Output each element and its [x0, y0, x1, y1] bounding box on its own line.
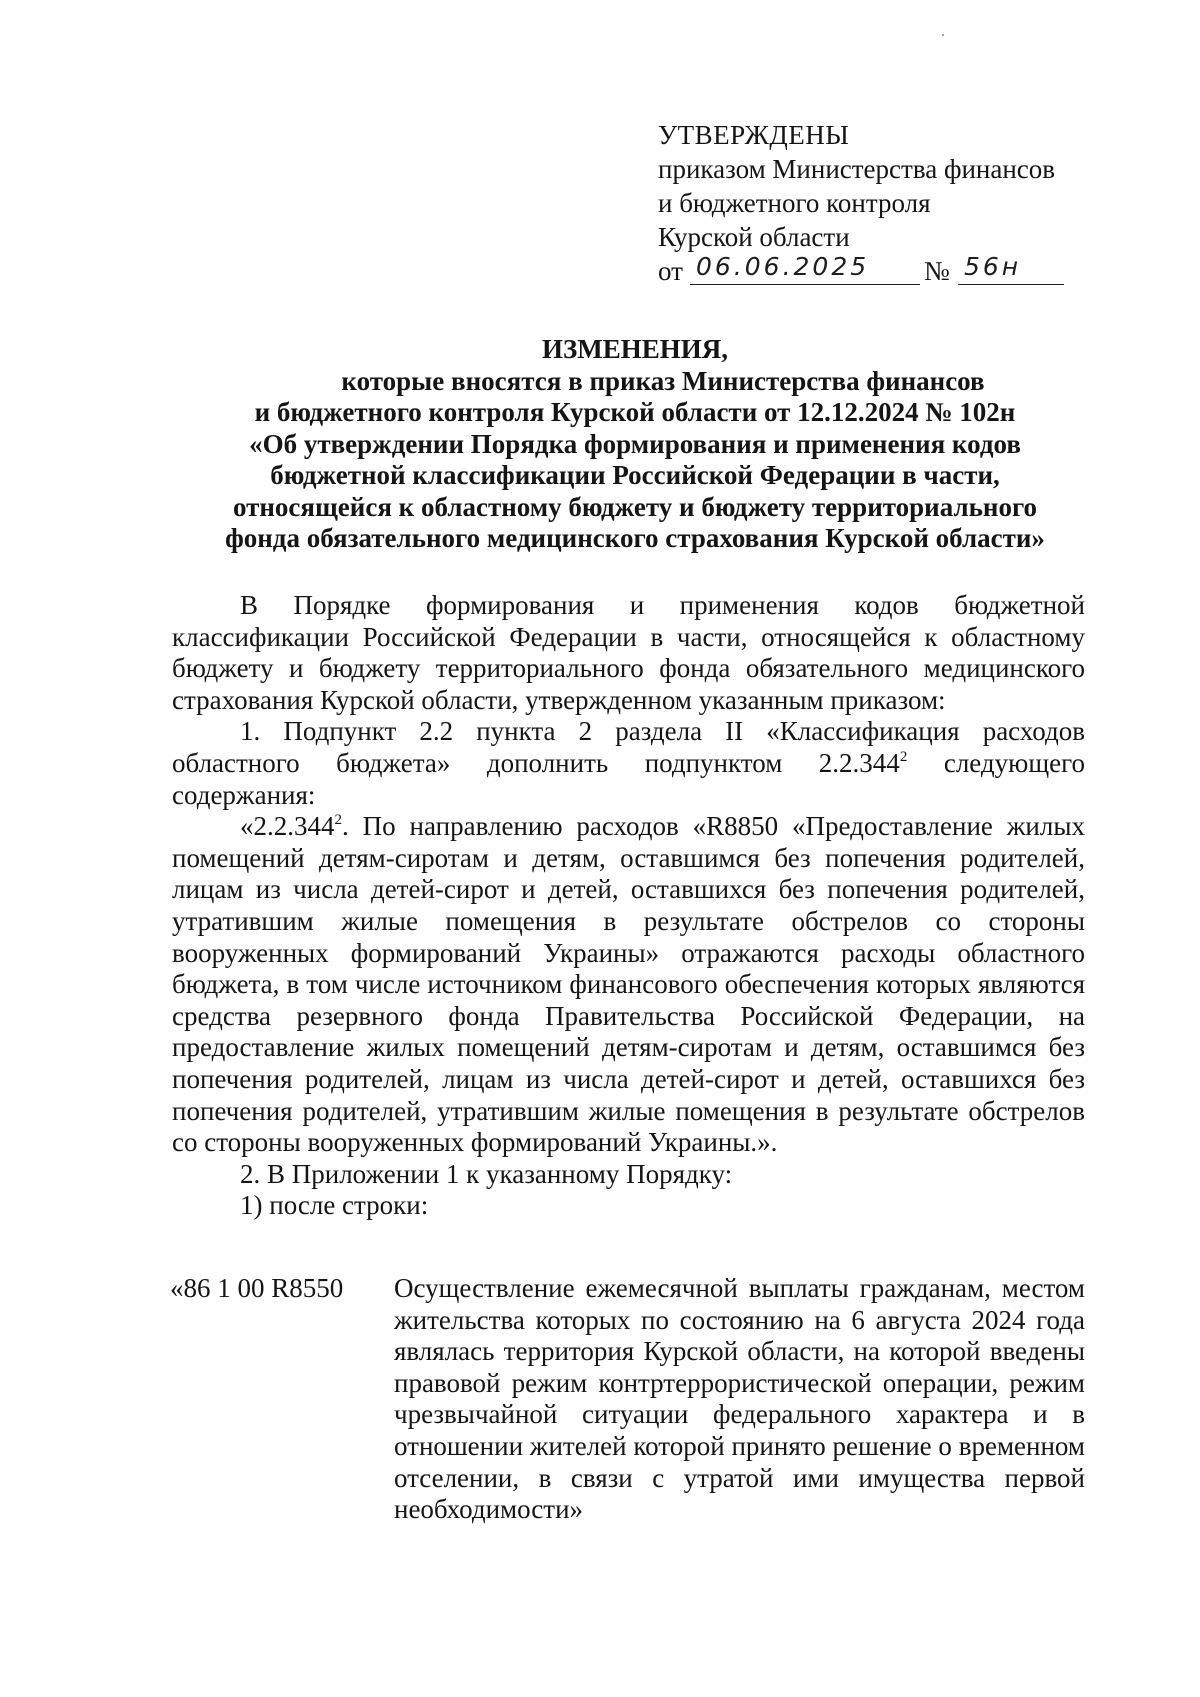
- number-sign: №: [924, 256, 950, 286]
- intro-paragraph: В Порядке формирования и применения кодов бюджетной классификации Российской Федерации в части, относящейся к областному бюджету и бюджету территориального фонда обязательного медицинского страхования Курской области, утвержденном указанным приказом:: [172, 590, 1085, 715]
- heading-line: относящейся к областному бюджету и бюджету территориального: [232, 491, 1038, 522]
- document-body: [172, 590, 1085, 1222]
- classification-description: Осуществление ежемесячной выплаты гражданам, местом жительства которых по состоянию на 6 августа 2024 года являлась территория Курской области, на которой введены правовой режим контртеррористической операции, режим чрезвычайной ситуации федерального характера и в отношении жителей которой принято решение о временном отселении, в связи с утратой ими имущества первой необходимости»: [394, 1273, 1085, 1525]
- handwritten-date: 06.06.2025: [690, 250, 920, 285]
- handwritten-number: 56н: [958, 250, 1064, 285]
- item-1-superscript: 2: [899, 748, 908, 765]
- approval-block: [658, 118, 1055, 290]
- scan-speck: [942, 34, 944, 36]
- approval-line-1: приказом Министерства финансов: [658, 154, 1056, 184]
- heading-line: и бюджетного контроля Курской области от 12.12.2024 № 102н: [254, 397, 1016, 427]
- item-1-text: 1. Подпункт 2.2 пункта 2 раздела II «Классификация расходов областного бюджета» дополнить подпунктом 2.2.344: [172, 716, 1085, 778]
- quote-number: «2.2.344: [240, 811, 335, 842]
- heading-line: «Об утверждении Порядка формирования и применения кодов: [249, 428, 1021, 459]
- item-2-subitem-1: 1) после строки:: [240, 1190, 429, 1221]
- approval-title: УТВЕРЖДЕНЫ: [658, 120, 850, 150]
- heading-line: бюджетной классификации Российской Федерации в части,: [270, 460, 1000, 490]
- item-1-tail: следующего содержания:: [172, 747, 1086, 810]
- item-1-paragraph: [172, 716, 1085, 811]
- approval-line-2: и бюджетного контроля: [658, 188, 931, 218]
- approval-line-3: Курской области: [658, 222, 850, 252]
- quote-text: . По направлению расходов «R8850 «Предоставление жилых помещений детям-сиротам и детям, оставшимся без попечения родителей, лицам из числа детей-сирот и детей, оставшихся без попечения родителей, утратившим жилые помещения в результате обстрелов со стороны вооруженных формирований Украины» отражаются расходы областного бюджета, в том числе источником финансового обеспечения которых являются средства резервного фонда Правительства Российской Федерации, на предоставление жилых помещений детям-сиротам и детям, оставшимся без попечения родителей, лицам из числа детей-сирот и детей, оставшихся без попечения родителей, утратившим жилые помещения в результате обстрелов со стороны вооруженных формирований Украины.».: [172, 811, 1085, 1158]
- classification-code: «86 1 00 R8550: [170, 1273, 344, 1303]
- heading-line: которые вносятся в приказ Министерства финансов: [341, 365, 985, 396]
- document-heading: [130, 334, 1140, 555]
- quoted-subitem-paragraph: [172, 811, 1085, 1159]
- heading-line: фонда обязательного медицинского страхования Курской области»: [225, 523, 1045, 553]
- heading-title: ИЗМЕНЕНИЯ,: [541, 334, 728, 364]
- quote-superscript: 2: [334, 812, 342, 829]
- date-prefix: от: [658, 256, 683, 286]
- item-2-paragraph: 2. В Приложении 1 к указанному Порядку:: [240, 1158, 733, 1189]
- approval-date-row: [658, 254, 1055, 290]
